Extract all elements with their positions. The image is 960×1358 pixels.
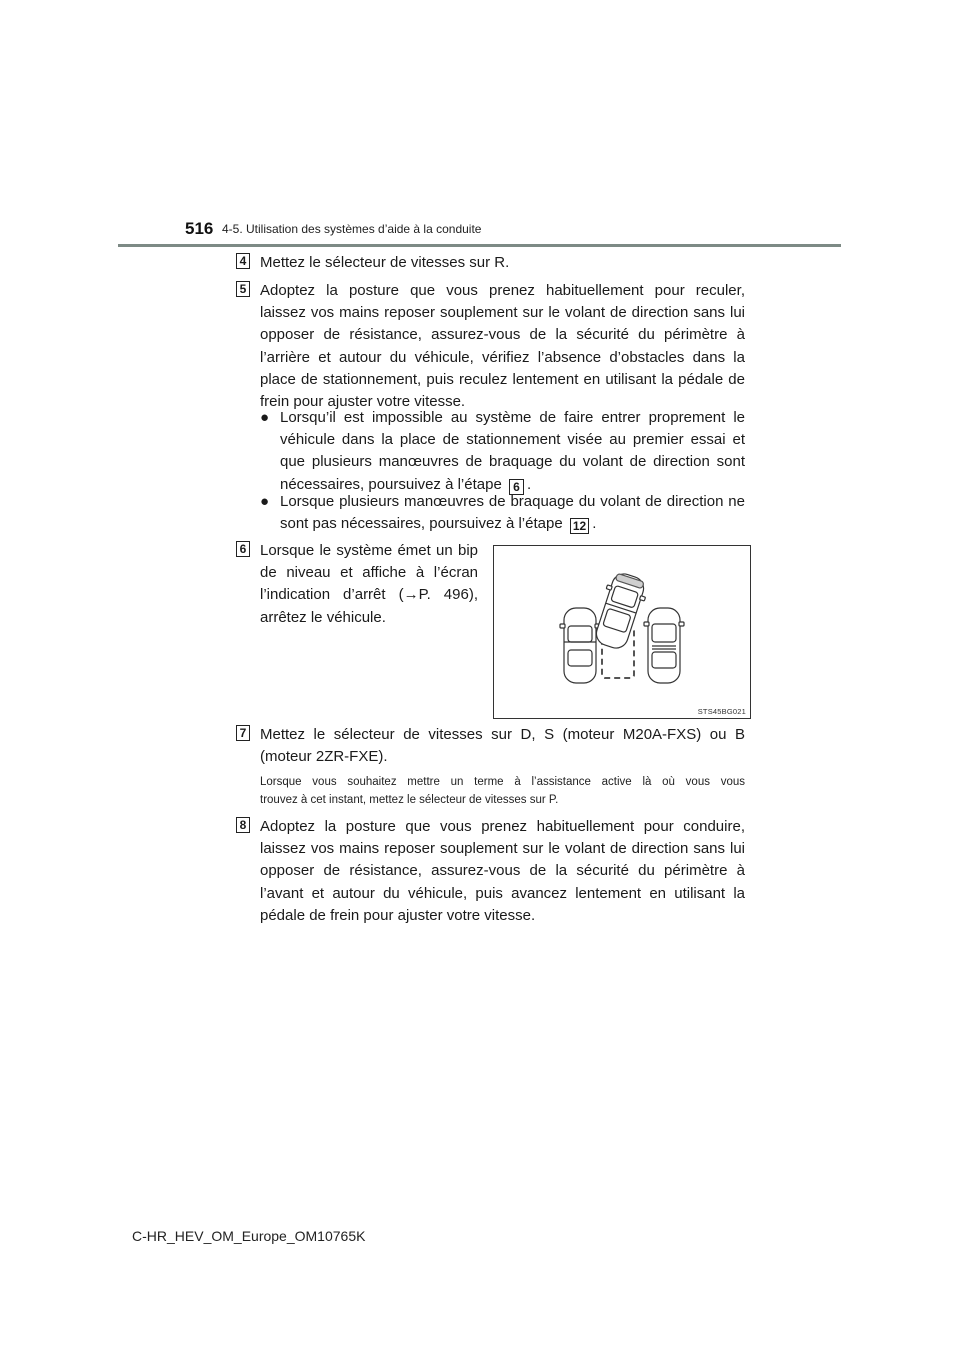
step-8-line: opposer de résistance, assurez-vous de la sécurité du périmètre à (260, 862, 745, 880)
bullet-icon: ● (260, 493, 270, 510)
step-badge-4: 4 (236, 253, 250, 269)
step-6-line: l’indication d’arrêt (→P. 496), (260, 586, 478, 604)
header-divider (118, 244, 841, 247)
note-line: trouvez à cet instant, mettez le sélecteur de vitesses sur P. (260, 794, 559, 806)
bullet-line-text: sont pas nécessaires, poursuivez à l’étape (280, 515, 563, 533)
moving-car-icon (590, 570, 651, 653)
step-8-line: pédale de frein pour ajuster votre vitesse. (260, 906, 536, 924)
bullet-item-single-maneuver (260, 491, 745, 535)
step-5-line: opposer de résistance, assurez-vous de la sécurité du périmètre à (260, 326, 745, 344)
bullet-line (280, 513, 745, 535)
step-8-text (260, 816, 745, 927)
step-5-line: place de stationnement, puis reculez lentement en utilisant la pédale de (260, 370, 745, 388)
bullet-line-text: nécessaires, poursuivez à l’étape (280, 475, 502, 493)
section-title: 4-5. Utilisation des systèmes d’aide à la conduite (222, 222, 482, 236)
figure-code: STS45BG021 (697, 707, 746, 716)
step-7-text (260, 724, 745, 768)
step-4-text (260, 252, 745, 274)
step-8-line: l’avant et autour du véhicule, puis avancez lentement en utilisant la (260, 884, 745, 902)
bullet-line: Lorsque plusieurs manœuvres de braquage du volant de direction ne (280, 493, 745, 510)
bullet-line: véhicule dans la place de stationnement visée au premier essai et (280, 431, 745, 449)
step-8-line: Adoptez la posture que vous prenez habituellement pour conduire, (260, 818, 745, 835)
step-7-line: (moteur 2ZR-FXE). (260, 748, 388, 766)
step-5-line: l’arrière et autour du véhicule, vérifiez l’absence d’obstacles dans la (260, 348, 745, 366)
bullet-line: Lorsqu’il est impossible au système de faire entrer proprement le (280, 409, 745, 426)
bullet-line: que plusieurs manœuvres de braquage du volant de direction sont (280, 453, 745, 471)
bullet-line-end: . (526, 475, 532, 493)
bullet-line-end: . (592, 515, 597, 533)
step-ref-badge-12: 12 (570, 518, 589, 534)
step-4-line: Mettez le sélecteur de vitesses sur R. (260, 254, 510, 271)
step-badge-6: 6 (236, 541, 250, 557)
parking-cars-diagram (494, 546, 750, 718)
parking-illustration (493, 545, 751, 719)
right-parked-car-icon (644, 608, 684, 683)
step-badge-8: 8 (236, 817, 250, 833)
step-6-line: de niveau et affiche à l’écran (260, 564, 478, 582)
bullet-item-multiple-maneuvers (260, 407, 745, 496)
step-6-text (260, 540, 478, 629)
note-line: Lorsque vous souhaitez mettre un terme à l’assistance active là où vous vous (260, 776, 745, 788)
step-6-line: Lorsque le système émet un bip (260, 542, 478, 559)
step-8-line: laissez vos mains reposer souplement sur le volant de direction sans lui (260, 840, 745, 858)
step-badge-5: 5 (236, 281, 250, 297)
step-6-line: arrêtez le véhicule. (260, 608, 386, 626)
step-5-line: Adoptez la posture que vous prenez habituellement pour reculer, (260, 282, 745, 299)
step-badge-7: 7 (236, 725, 250, 741)
step-7-note (260, 773, 745, 809)
left-parked-car-icon (560, 608, 600, 683)
page-number: 516 (185, 219, 214, 238)
step-5-line: laissez vos mains reposer souplement sur le volant de direction sans lui (260, 304, 745, 322)
step-7-line: Mettez le sélecteur de vitesses sur D, S (moteur M20A-FXS) ou B (260, 726, 745, 743)
document-id: C-HR_HEV_OM_Europe_OM10765K (132, 1228, 366, 1244)
step-5-text (260, 280, 745, 413)
bullet-icon: ● (260, 409, 270, 426)
step-ref-badge-6: 6 (509, 479, 524, 495)
step-5-line: frein pour ajuster votre vitesse. (260, 393, 466, 411)
